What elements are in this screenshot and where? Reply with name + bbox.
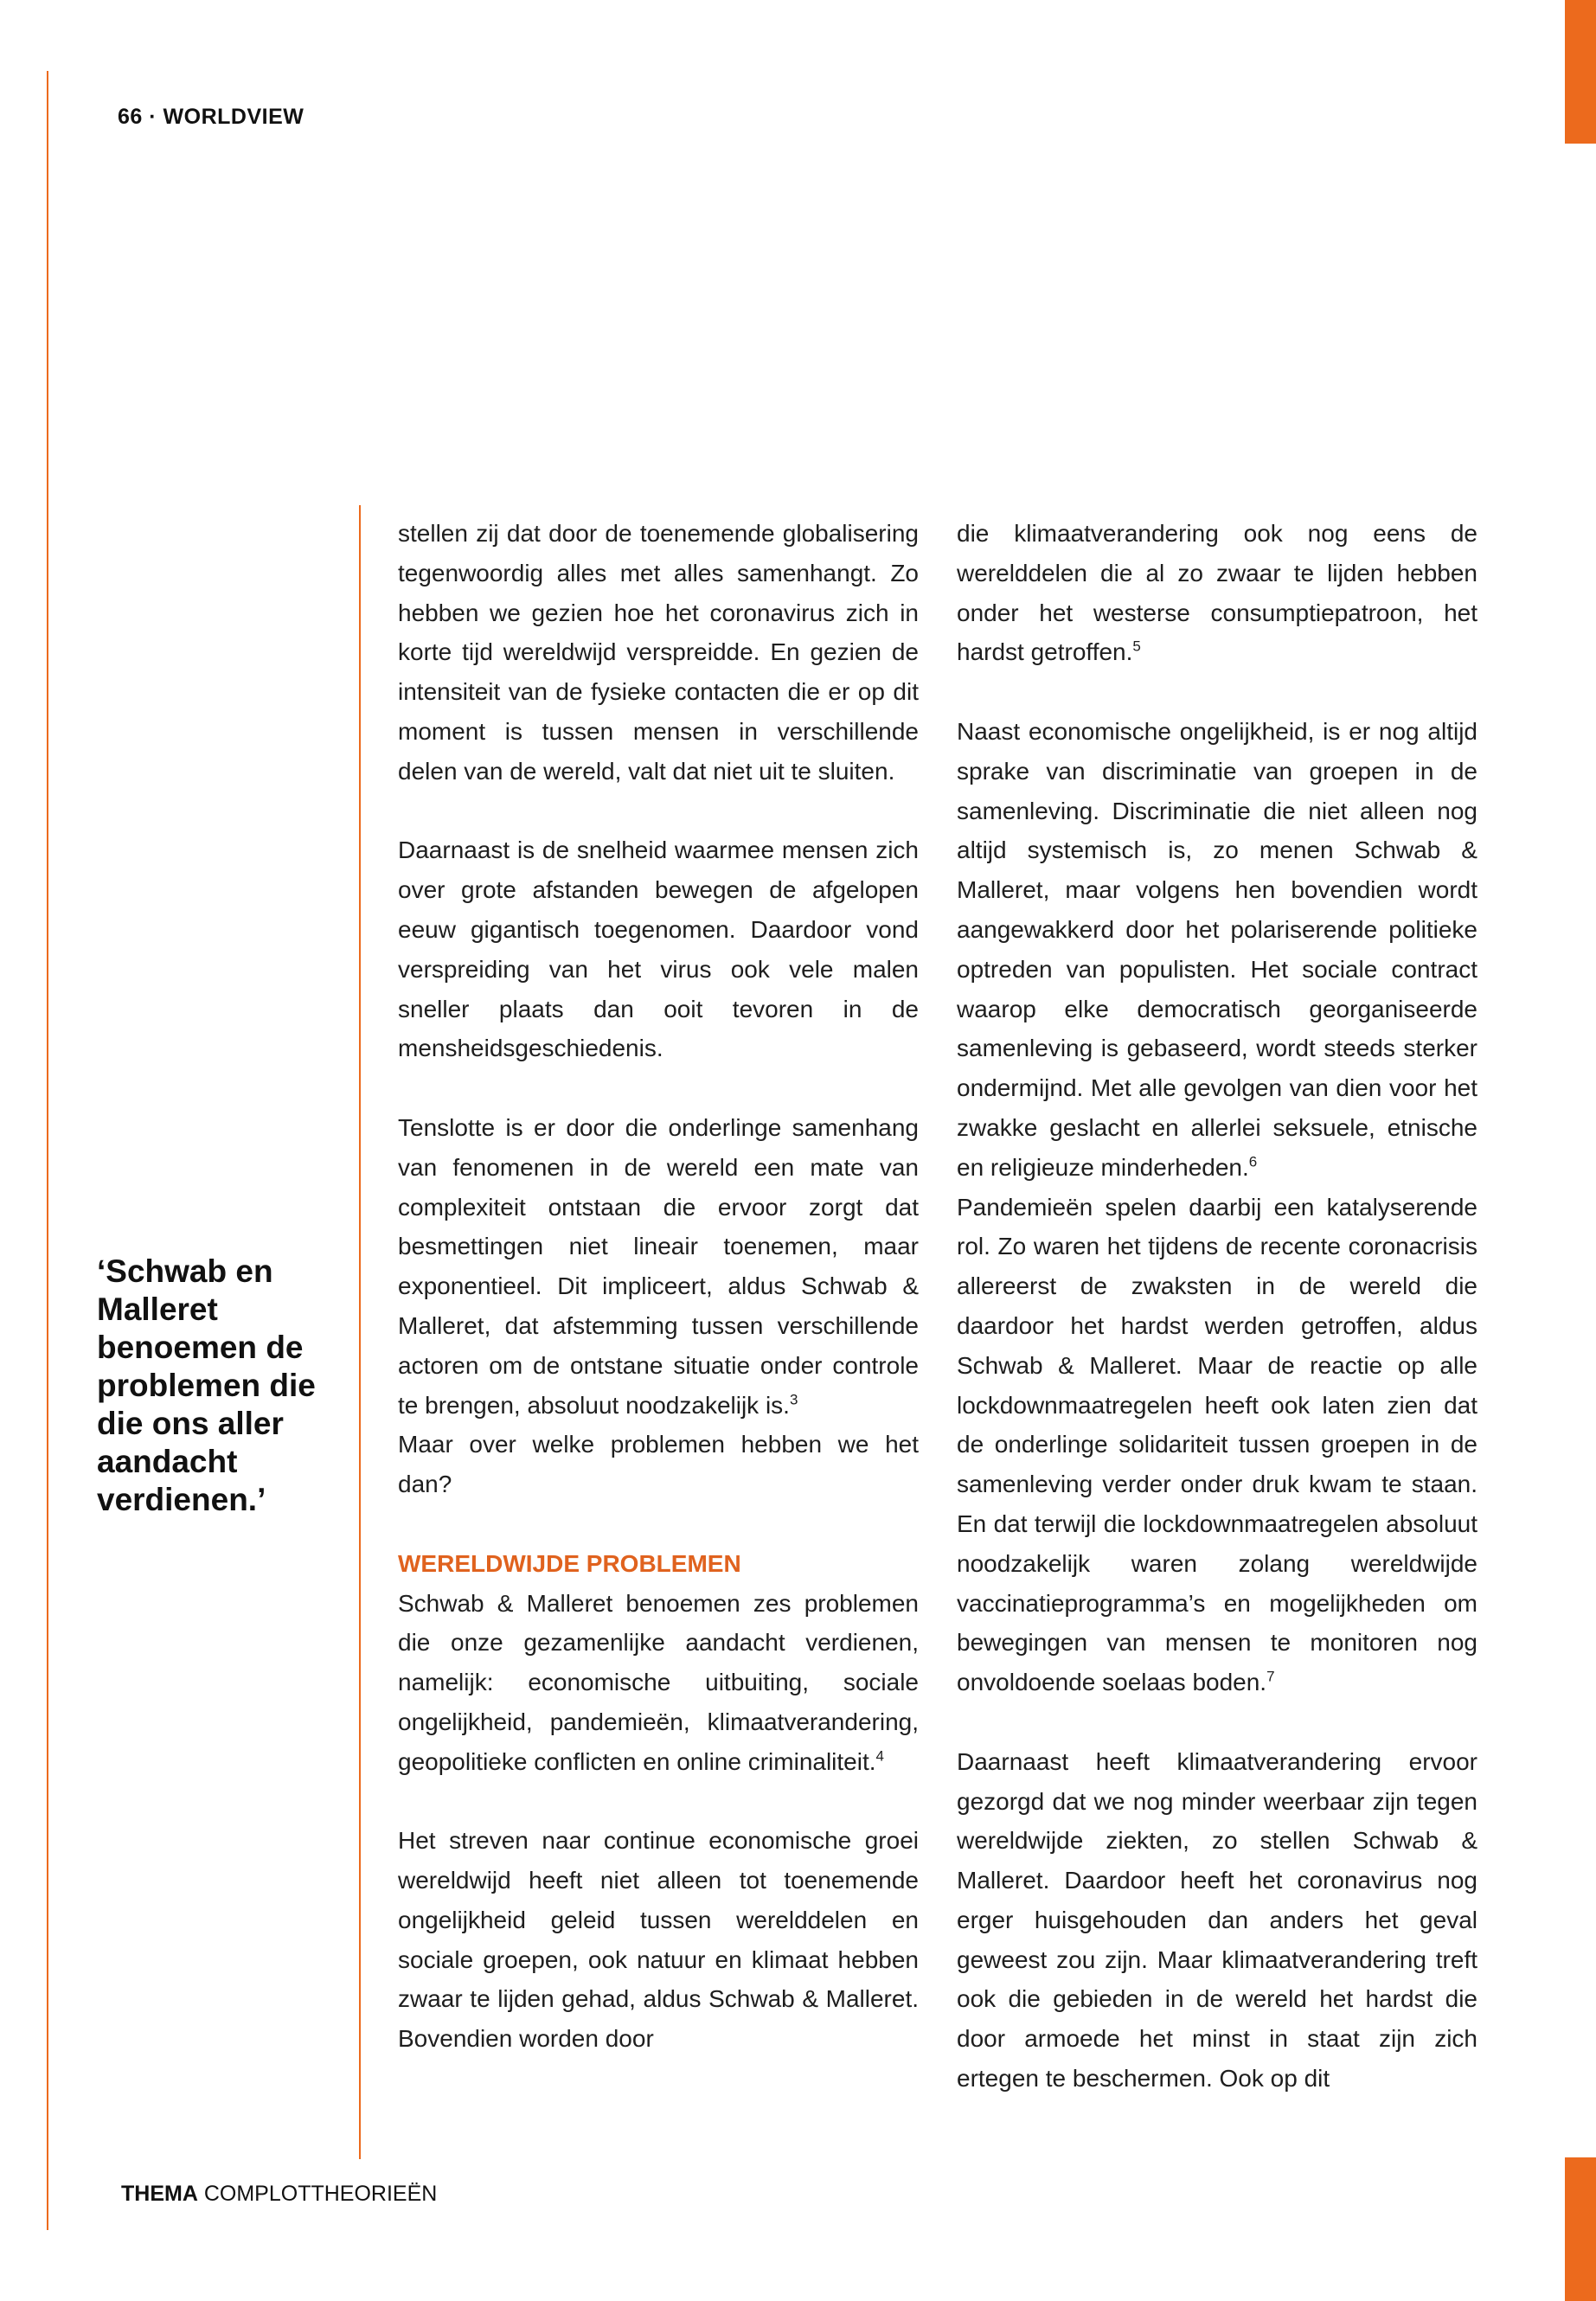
footnote-ref: 3 <box>789 1391 798 1408</box>
article-column-left <box>398 514 919 2099</box>
paragraph-text: Schwab & Malleret benoemen zes problemen die onze gezamenlijke aandacht verdienen, namelijk: economische uitbuiting, sociale ongelijkheid, pandemieën, klimaatverandering, geopolitieke conflicten en online criminaliteit. <box>398 1589 919 1775</box>
paragraph-text: Pandemieën spelen daarbij een katalyserende rol. Zo waren het tijdens de recente coronacrisis allereerst de zwaksten in de wereld die daardoor het hardst werden getroffen, aldus Schwab & Malleret. Maar de reactie op alle lockdownmaatregelen heeft ook laten zien dat de onderlinge solidariteit tussen groepen in de samenleving verder onder druk kwam te staan. En dat terwijl die lockdownmaatregelen absoluut noodzakelijk waren zolang wereldwijde vaccinatieprogramma’s en mogelijkheden om bewegingen van mensen te monitoren nog onvoldoende soelaas boden. <box>957 1193 1477 1696</box>
paragraph <box>957 712 1477 1188</box>
paragraph-text: Tenslotte is er door die onderlinge samenhang van fenomenen in de wereld een mate van complexiteit ontstaan die ervoor zorgt dat besmettingen niet lineair toenemen, maar exponentieel. Dit impliceert, aldus Schwab & Malleret, dat afstemming tussen verschillende actoren om de ontstane situatie onder controle te brengen, absoluut noodzakelijk is. <box>398 1113 919 1419</box>
section-title: WORLDVIEW <box>163 105 304 129</box>
paragraph-text: Het streven naar continue economische groei wereldwijd heeft niet alleen tot toenemende ongelijkheid geleid tussen werelddelen en sociale groepen, ook natuur en klimaat hebben zwaar te lijden gehad, aldus Schwab & Malleret. Bovendien worden door <box>398 1827 919 2053</box>
footnote-ref: 5 <box>1132 638 1141 656</box>
paragraph-text: Daarnaast is de snelheid waarmee mensen zich over grote afstanden bewegen de afgelopen eeuw gigantisch toegenomen. Daardoor vond verspreiding van het virus ook vele malen sneller plaats dan ooit tevoren in de mensheidsgeschiedenis. <box>398 836 919 1062</box>
orange-edge-tab-top <box>1565 0 1596 144</box>
paragraph-text: die klimaatverandering ook nog eens de werelddelen die al zo zwaar te lijden hebben onder het westerse consumptiepatroon, het hardst getroffen. <box>957 520 1477 666</box>
header-separator: · <box>149 105 157 129</box>
orange-edge-tab-bottom <box>1565 2157 1596 2301</box>
running-header <box>118 105 304 130</box>
article-column-right <box>957 514 1477 2138</box>
footnote-ref: 7 <box>1266 1668 1275 1685</box>
paragraph-text: Maar over welke problemen hebben we het dan? <box>398 1431 919 1498</box>
paragraph <box>398 1821 919 2059</box>
paragraph-text: Daarnaast heeft klimaatverandering ervoor gezorgd dat we nog minder weerbaar zijn tegen wereldwijde ziekten, zo stellen Schwab & Malleret. Daardoor heeft het coronavirus nog erger huisgehouden dan anders het geval geweest zou zijn. Maar klimaatverandering treft ook die gebieden in de wereld het hardst die door armoede het minst in staat zijn zich ertegen te beschermen. Ook op dit <box>957 1747 1477 2093</box>
paragraph <box>957 1188 1477 1702</box>
paragraph <box>398 830 919 1068</box>
paragraph <box>398 1584 919 1782</box>
running-footer <box>121 2182 437 2207</box>
page-number: 66 <box>118 105 143 129</box>
left-margin-rule <box>47 71 48 2230</box>
pull-quote: ‘Schwab en Malleret benoemen de problemen die die ons aller aandacht verdienen.’ <box>97 1253 316 1517</box>
footer-label-bold: THEMA <box>121 2182 198 2206</box>
footnote-ref: 6 <box>1248 1153 1258 1170</box>
paragraph-text: stellen zij dat door de toenemende globalisering tegenwoordig alles met alles samenhangt. Zo hebben we gezien hoe het coronavirus zich in korte tijd wereldwijd verspreidde. En gezien de intensiteit van de fysieke contacten die er op dit moment is tussen mensen in verschillende delen van de wereld, valt dat niet uit te sluiten. <box>398 520 919 785</box>
paragraph-text: Naast economische ongelijkheid, is er nog altijd sprake van discriminatie van groepen in de samenleving. Discriminatie die niet alleen nog altijd systemisch is, zo menen Schwab & Malleret, maar volgens hen bovendien wordt aangewakkerd door het polariserende politieke optreden van populisten. Het sociale contract waarop elke democratisch georganiseerde samenleving is gebaseerd, wordt steeds sterker ondermijnd. Met alle gevolgen van dien voor het zwakke geslacht en allerlei seksuele, etnische en religieuze minderheden. <box>957 717 1477 1181</box>
footnote-ref: 4 <box>875 1747 885 1765</box>
paragraph <box>398 1108 919 1425</box>
footer-label: COMPLOTTHEORIEËN <box>203 2182 438 2206</box>
paragraph <box>957 514 1477 672</box>
section-subheading: WERELDWIJDE PROBLEMEN <box>398 1549 741 1577</box>
paragraph <box>398 1425 919 1504</box>
paragraph <box>398 514 919 792</box>
paragraph <box>957 1742 1477 2099</box>
column-divider-rule <box>359 505 361 2159</box>
